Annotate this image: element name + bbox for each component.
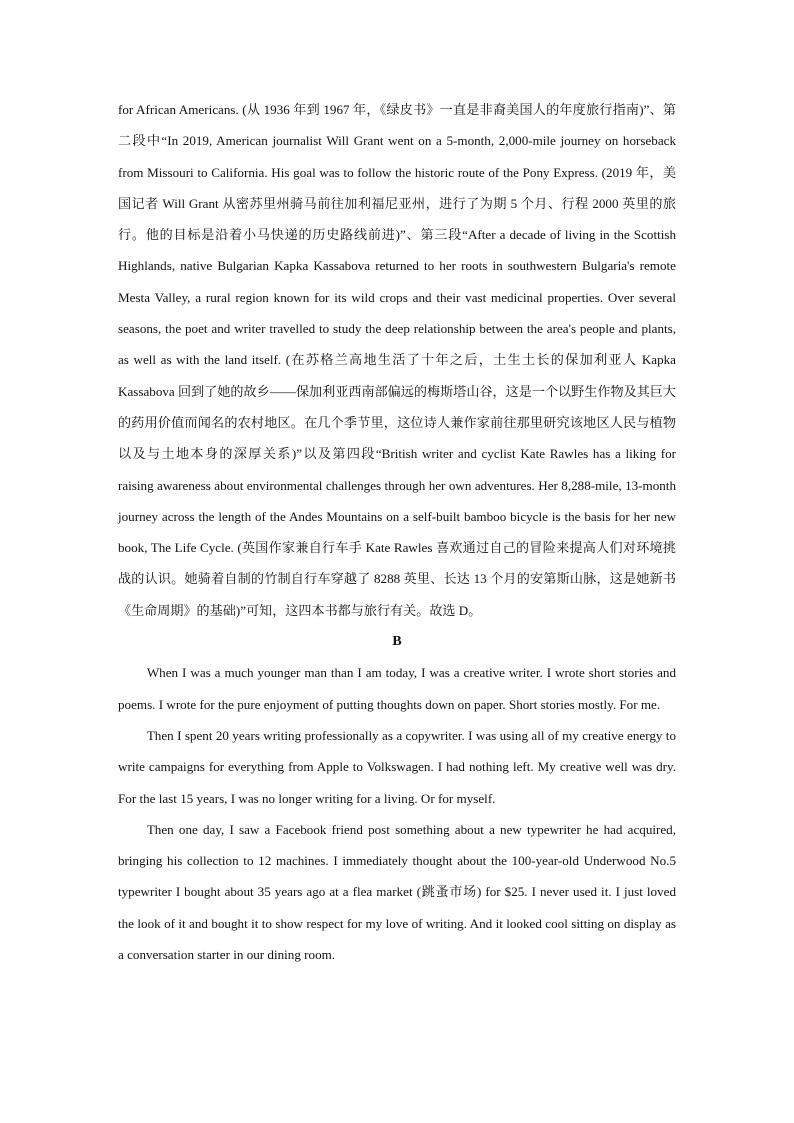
passage-paragraph-3: Then one day, I saw a Facebook friend post something about a new typewriter he had acquired, bringing his collection to 12 machines. I immediately thought about the 100-year-old Underwood No.5 typewriter I bought about 35 years ago at a flea market (跳蚤市场) for $25. I never used it. I just loved the look of it and bought it to show respect for my love of writing. And it looked cool sitting on display as a conversation starter in our dining room. xyxy=(118,821,676,963)
answer-explanation-paragraph: for African Americans. (从 1936 年到 1967 年，《绿皮书》一直是非裔美国人的年度旅行指南)”、第二段中“In 2019, American journalist Will Grant went on a 5-month, 2,000-mile journey on horseback from Missouri to California. His goal was to follow the historic route of the Pony Express. (2019 年，美国记者 Will Grant 从密苏里州骑马前往加利福尼亚州，进行了为期 5 个月、行程 2000 英里的旅行。他的目标是沿着小马快递的历史路线前进)”、第三段“After a decade of living in the Scottish Highlands, native Bulgarian Kapka Kassabova returned to her roots in southwestern Bulgaria's remote Mesta Valley, a rural region known for its wild crops and their vast medicinal properties. Over several seasons, the poet and writer travelled to study the deep relationship between the area's people and plants, as well as with the land itself. (在苏格兰高地生活了十年之后，土生土长的保加利亚人 Kapka Kassabova 回到了她的故乡——保加利亚西南部偏远的梅斯塔山谷，这是一个以野生作物及其巨大的药用价值而闻名的农村地区。在几个季节里，这位诗人兼作家前往那里研究该地区人民与植物以及与土地本身的深厚关系)”以及第四段“British writer and cyclist Kate Rawles has a liking for raising awareness about environmental challenges through her own adventures. Her 8,288-mile, 13-month journey across the length of the Andes Mountains on a self-built bamboo bicycle is the basis for her new book, The Life Cycle. (英国作家兼自行车手 Kate Rawles 喜欢通过自己的冒险来提高人们对环境挑战的认识。她骑着自制的竹制自行车穿越了 8288 英里、长达 13 个月的安第斯山脉，这是她新书《生命周期》的基础)”可知，这四本书都与旅行有关。故选 D。 xyxy=(118,102,676,618)
section-heading: B xyxy=(392,634,402,650)
passage-paragraph-1: When I was a much younger man than I am today, I was a creative writer. I wrote short stories and poems. I wrote for the pure enjoyment of putting thoughts down on paper. Short stories mostly. For me. xyxy=(118,665,676,712)
passage-paragraph-2: Then I spent 20 years writing professionally as a copywriter. I was using all of my creative energy to write campaigns for everything from Apple to Volkswagen. I had nothing left. My creative well was dry. For the last 15 years, I was no longer writing for a living. Or for myself. xyxy=(118,727,676,806)
document-page xyxy=(118,94,676,970)
